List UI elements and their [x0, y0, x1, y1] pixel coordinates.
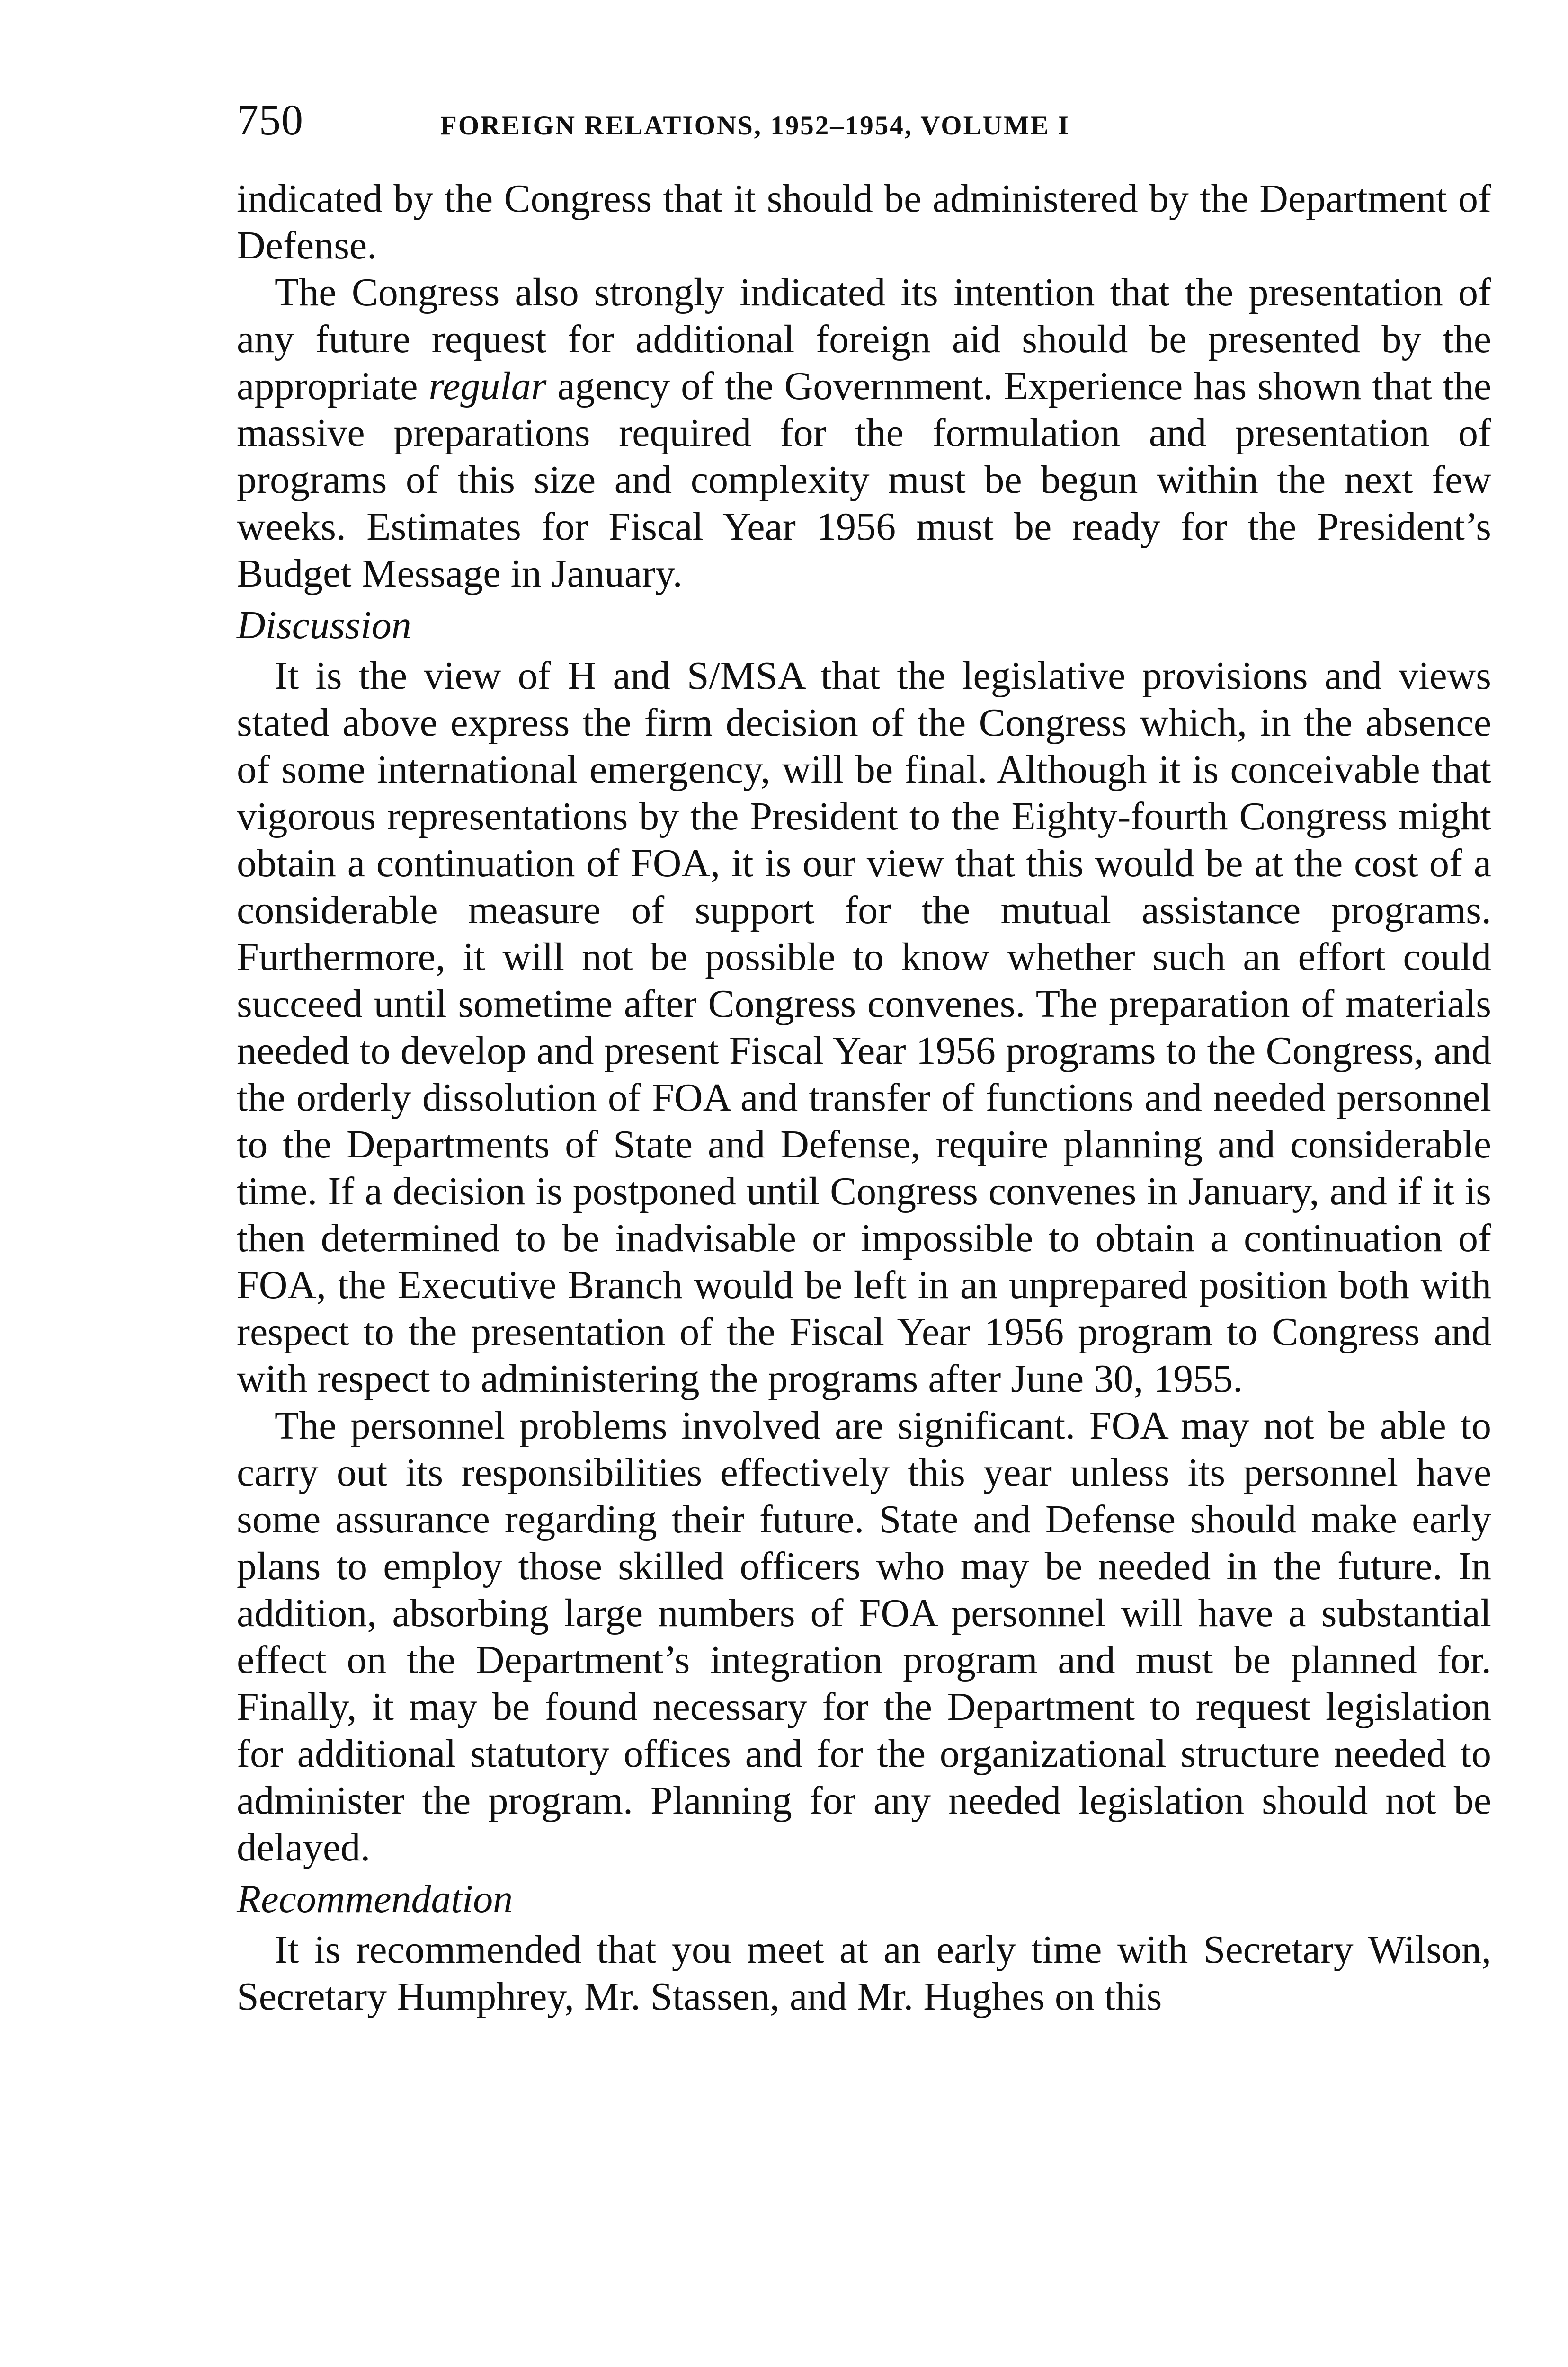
document-page [237, 95, 1491, 2020]
page-number: 750 [237, 96, 303, 144]
heading-recommendation: Recommendation [237, 1877, 513, 1921]
paragraph-text: The Congress also strongly indicated its intention that the presentation of any future request for additional foreign aid should be presented by the appropriate [237, 270, 1491, 408]
paragraph-recommendation: It is recommended that you meet at an early time with Secretary Wilson, Secretary Humphrey, Mr. Stassen, and Mr. Hughes on this [237, 1928, 1491, 2019]
emphasis-regular: regular [428, 364, 547, 408]
paragraph-discussion: It is the view of H and S/MSA that the legislative provisions and views stated above express the firm decision of the Congress which, in the absence of some international emergency, will be final. Although it is conceivable that vigorous representations by the President to the Eighty-fourth Congress might obtain a continuation of FOA, it is our view that this would be at the cost of a considerable measure of support for the mutual assistance programs. Furthermore, it will not be possible to know whether such an effort could succeed until sometime after Congress convenes. The preparation of materials needed to develop and present Fiscal Year 1956 programs to the Congress, and the orderly dissolution of FOA and transfer of functions and needed personnel to the Departments of State and Defense, require planning and considerable time. If a decision is postponed until Congress convenes in January, and if it is then determined to be inadvisable or impossible to obtain a continuation of FOA, the Executive Branch would be left in an unprepared position both with respect to the presentation of the Fiscal Year 1956 program to Congress and with respect to administering the programs after June 30, 1955. [237, 654, 1491, 1401]
paragraph-congress-intention [237, 269, 1491, 597]
paragraph-continuation: indicated by the Congress that it should be administered by the Department of Defense. [237, 177, 1491, 267]
paragraph-personnel: The personnel problems involved are significant. FOA may not be able to carry out its responsibilities effectively this year unless its personnel have some assurance regarding their future. State and Defense should make early plans to employ those skilled officers who may be needed in the future. In addition, absorbing large numbers of FOA personnel will have a substantial effect on the Department’s integration program and must be planned for. Finally, it may be found necessary for the Department to request legislation for additional statutory offices and for the organizational structure needed to administer the program. Planning for any needed legislation should not be delayed. [237, 1404, 1491, 1869]
running-header [237, 95, 1491, 170]
running-title: FOREIGN RELATIONS, 1952–1954, VOLUME I [440, 111, 1070, 141]
heading-discussion: Discussion [237, 603, 411, 647]
paragraph-text: agency of the Government. Experience has shown that the massive preparations required for the formulation and presentation of programs of this size and complexity must be begun within the next few weeks. Estimates for Fiscal Year 1956 must be ready for the President’s Budget Message in January. [237, 364, 1491, 596]
